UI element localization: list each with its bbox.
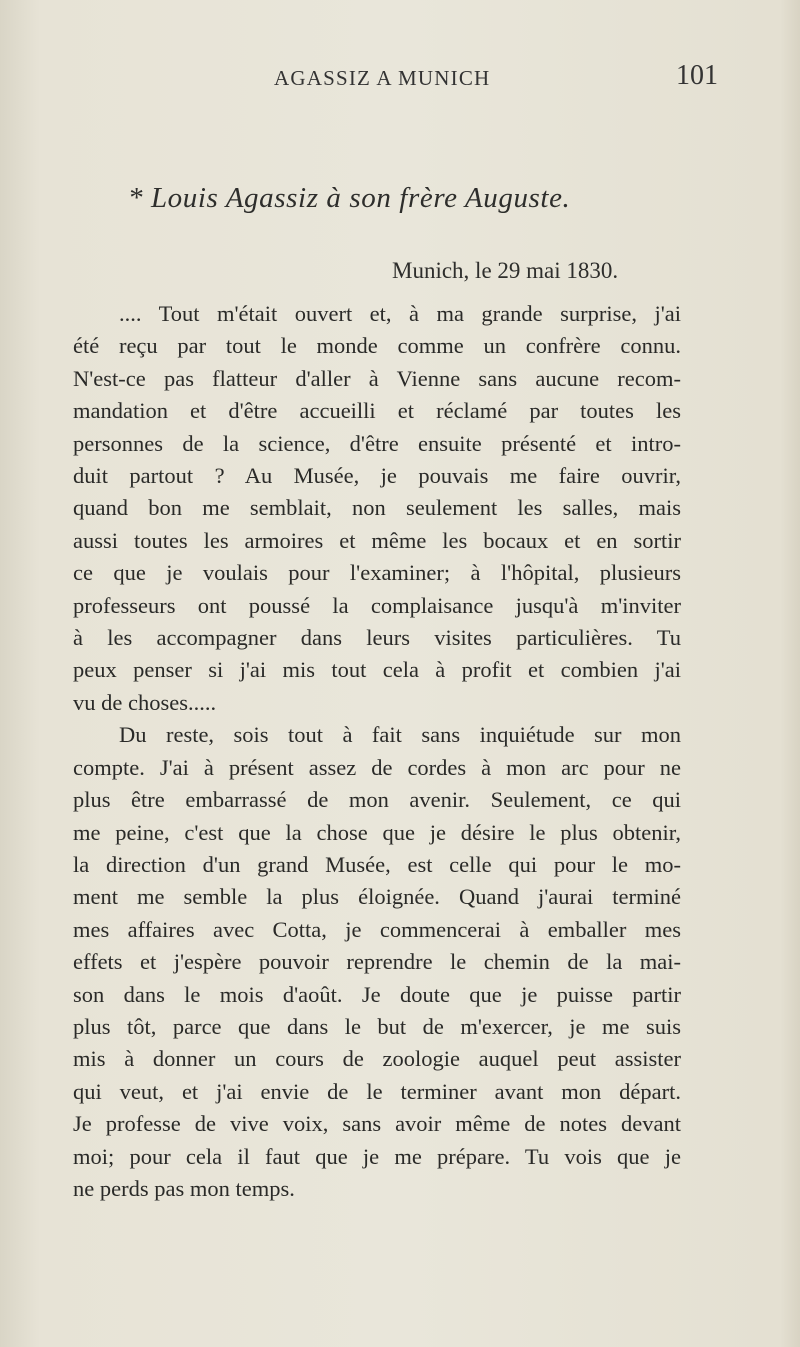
text-line: mes affaires avec Cotta, je commencerai à emballer mes bbox=[73, 916, 681, 942]
text-line: vu de choses..... bbox=[73, 689, 217, 715]
text-line: duit partout ? Au Musée, je pouvais me faire ouvrir, bbox=[73, 463, 681, 489]
text-line: effets et j'espère pouvoir reprendre le chemin de la mai- bbox=[73, 949, 681, 975]
text-line: plus être embarrassé de mon avenir. Seulement, ce qui bbox=[73, 787, 681, 813]
text-line: plus tôt, parce que dans le but de m'exercer, je me suis bbox=[73, 1013, 681, 1039]
text-line: la direction d'un grand Musée, est celle qui pour le mo- bbox=[73, 851, 681, 877]
text-line: N'est-ce pas flatteur d'aller à Vienne sans aucune recom- bbox=[73, 365, 681, 391]
text-line: mis à donner un cours de zoologie auquel peut assister bbox=[73, 1046, 681, 1072]
text-line: à les accompagner dans leurs visites particulières. Tu bbox=[73, 625, 681, 651]
text-line: peux penser si j'ai mis tout cela à profit et combien j'ai bbox=[73, 657, 681, 683]
text-line: qui veut, et j'ai envie de le terminer avant mon départ. bbox=[73, 1078, 681, 1104]
place-date: Munich, le 29 mai 1830. bbox=[392, 258, 619, 283]
paragraph-2 bbox=[73, 719, 681, 1205]
letter-body bbox=[73, 298, 681, 1205]
text-line: moi; pour cela il faut que je me prépare. Tu vois que je bbox=[73, 1143, 681, 1169]
text-line: compte. J'ai à présent assez de cordes à mon arc pour ne bbox=[73, 754, 681, 780]
text-line: quand bon me semblait, non seulement les salles, mais bbox=[73, 495, 681, 521]
running-head bbox=[0, 54, 800, 94]
running-title: AGASSIZ A MUNICH bbox=[274, 66, 491, 90]
text-line: son dans le mois d'août. Je doute que je puisse partir bbox=[73, 981, 681, 1007]
text-line: me peine, c'est que la chose que je désire le plus obtenir, bbox=[73, 819, 681, 845]
text-line: personnes de la science, d'être ensuite présenté et intro- bbox=[73, 430, 681, 456]
text-line: Du reste, sois tout à fait sans inquiétude sur mon bbox=[119, 722, 681, 748]
page-number: 101 bbox=[676, 60, 718, 91]
text-line: .... Tout m'était ouvert et, à ma grande surprise, j'ai bbox=[119, 301, 681, 326]
text-line: professeurs ont poussé la complaisance jusqu'à m'inviter bbox=[73, 592, 681, 618]
text-line: ce que je voulais pour l'examiner; à l'hôpital, plusieurs bbox=[73, 560, 681, 586]
text-line: ne perds pas mon temps. bbox=[73, 1175, 295, 1201]
text-line: mandation et d'être accueilli et réclamé par toutes les bbox=[73, 398, 681, 424]
text-line: aussi toutes les armoires et même les bocaux et en sortir bbox=[73, 527, 681, 553]
text-line: été reçu par tout le monde comme un confrère connu. bbox=[73, 333, 681, 359]
paragraph-1 bbox=[73, 298, 681, 719]
text-line: ment me semble la plus éloignée. Quand j'aurai terminé bbox=[73, 884, 681, 910]
text-line: Je professe de vive voix, sans avoir même de notes devant bbox=[73, 1111, 681, 1137]
letter-heading: * Louis Agassiz à son frère Auguste. bbox=[128, 182, 571, 214]
